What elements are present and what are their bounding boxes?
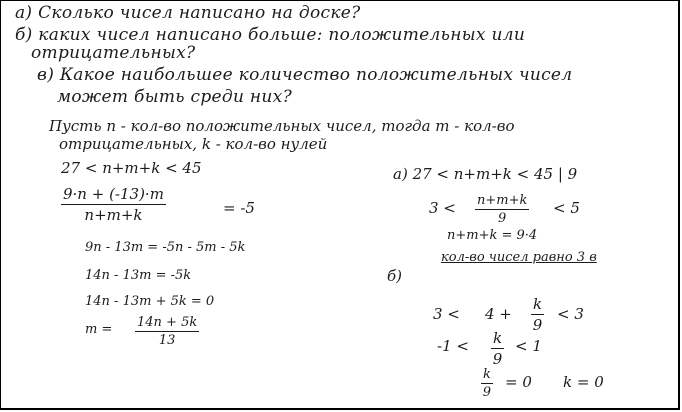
fraction-2 (135, 315, 199, 348)
inequality-2-numerator: k (533, 295, 543, 313)
equation-4-lhs: m = (85, 322, 113, 337)
inequality-2-lhs: 3 < (433, 305, 460, 323)
fraction-3 (475, 193, 529, 226)
fraction-4-denominator: 9 (482, 385, 492, 400)
fraction-3-lhs: 3 < (429, 199, 456, 217)
fraction-2-denominator: 13 (158, 333, 176, 348)
inequality-2-fraction (531, 295, 544, 334)
inequality-1: 27 < n+m+k < 45 (61, 159, 202, 177)
solution-intro-line2: отрицательных, k - кол-во нулей (59, 135, 328, 153)
question-v-line1: в) Какое наибольшее количество положительных чисел (37, 65, 573, 85)
equation-2: 14n - 13m = -5k (85, 268, 192, 283)
fraction-4-numerator: k (483, 367, 491, 382)
fraction-1 (61, 185, 166, 224)
inequality-2-rhs: < 3 (557, 305, 584, 323)
solution-intro-line1: Пусть n - кол-во положительных чисел, тогда m - кол-во (49, 117, 515, 135)
equation-7: k = 0 (563, 373, 604, 391)
fraction-1-rhs: = -5 (223, 199, 255, 217)
equation-5: n+m+k = 9·4 (447, 228, 538, 243)
inequality-3-numerator: k (493, 329, 503, 347)
equation-6: = 0 (505, 373, 532, 391)
inequality-3-rhs: < 1 (515, 337, 542, 355)
question-a: а) Сколько чисел написано на доске? (15, 3, 361, 23)
question-v-line2: может быть среди них? (57, 87, 292, 107)
inequality-2-denominator: 9 (532, 316, 543, 334)
fraction-3-numerator: n+m+k (477, 193, 528, 208)
equation-1: 9n - 13m = -5n - 5m - 5k (85, 240, 246, 255)
inequality-3-lhs: -1 < (437, 337, 469, 355)
question-b-line1: б) каких чисел написано больше: положительных или (15, 25, 526, 45)
inequality-2-mid: 4 + (485, 305, 512, 323)
fraction-3-denominator: 9 (498, 211, 507, 226)
fraction-1-numerator: 9·n + (-13)·m (63, 185, 164, 203)
inequality-3-fraction (491, 329, 504, 368)
equation-3: 14n - 13m + 5k = 0 (85, 294, 215, 309)
fraction-4 (481, 367, 493, 400)
part-a-inequality: а) 27 < n+m+k < 45 | 9 (393, 165, 578, 183)
inequality-3-denominator: 9 (492, 350, 503, 368)
fraction-3-rhs: < 5 (553, 199, 580, 217)
fraction-2-numerator: 14n + 5k (137, 315, 198, 330)
answer-a: кол-во чисел равно 3 в (441, 250, 597, 265)
fraction-1-denominator: n+m+k (84, 206, 143, 224)
question-b-line2: отрицательных? (31, 43, 196, 63)
part-b-label: б) (387, 267, 403, 285)
